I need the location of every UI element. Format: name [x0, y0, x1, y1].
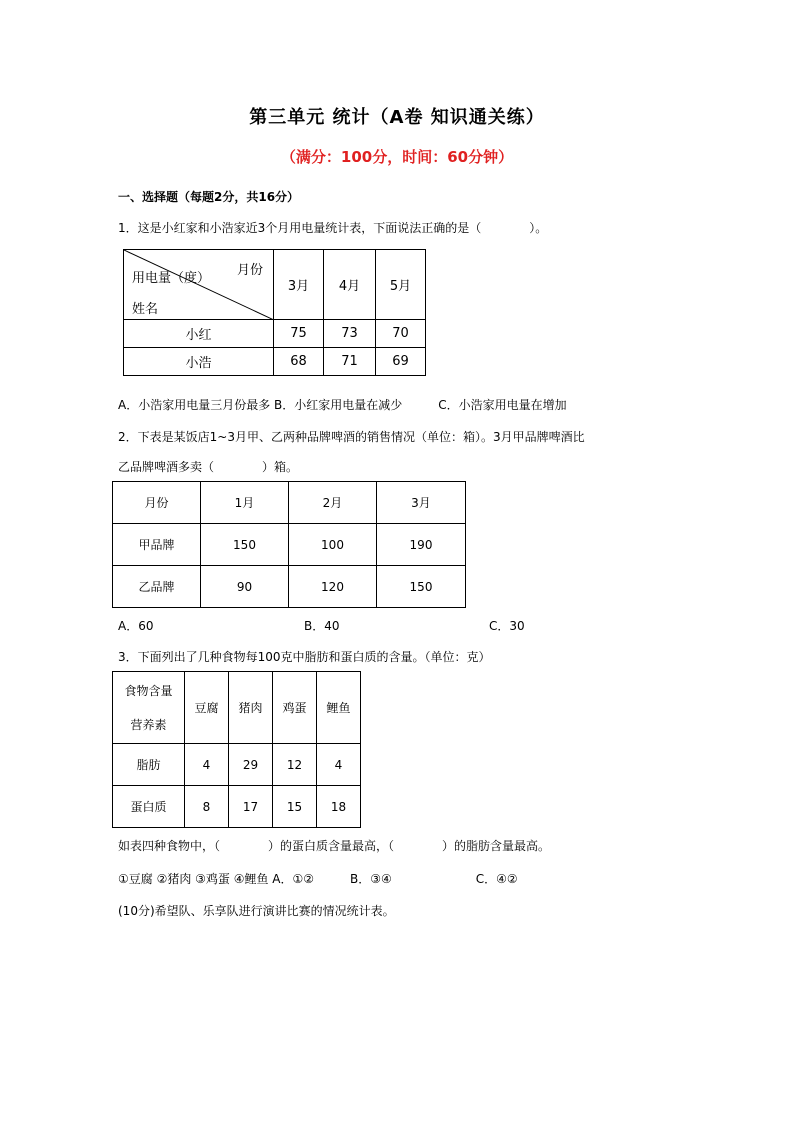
question-1-stem: 1．这是小红家和小浩家近3个月用电量统计表，下面说法正确的是（ ）。 — [118, 221, 548, 235]
table-corner-cell — [124, 250, 274, 320]
question-3-options: ①豆腐 ②猪肉 ③鸡蛋 ④鲤鱼 A．①② B．③④ C．④② — [118, 872, 518, 886]
food-header: 鸡蛋 — [273, 672, 317, 744]
cell-value: 29 — [229, 744, 273, 786]
question-1-options: A．小浩家用电量三月份最多 B．小红家用电量在减少 C．小浩家用电量在增加 — [118, 398, 567, 412]
month-header: 4月 — [324, 250, 376, 320]
corner-name-label: 姓名 — [132, 302, 159, 317]
cell-value: 71 — [324, 348, 376, 376]
table-row — [113, 482, 466, 524]
cell-value: 8 — [185, 786, 229, 828]
table-row — [124, 348, 426, 376]
corner-nutrient-label: 营养素 — [130, 717, 167, 732]
table-row — [113, 566, 466, 608]
cell-value: 90 — [201, 566, 289, 608]
corner-month-label: 月份 — [236, 263, 263, 278]
question-2-stem-line1: 2．下表是某饭店1~3月甲、乙两种品牌啤酒的销售情况（单位：箱）。3月甲品牌啤酒比 — [118, 430, 585, 444]
row-name: 小红 — [124, 320, 274, 348]
row-label: 甲品牌 — [113, 524, 201, 566]
option-a: A．60 — [118, 619, 154, 633]
table-row — [113, 672, 361, 744]
cell-value: 69 — [376, 348, 426, 376]
food-header: 豆腐 — [185, 672, 229, 744]
cell-value: 190 — [377, 524, 466, 566]
month-header: 3月 — [274, 250, 324, 320]
corner-food-label: 食物含量 — [124, 683, 173, 698]
cell-value: 17 — [229, 786, 273, 828]
cell-value: 73 — [324, 320, 376, 348]
row-label: 乙品牌 — [113, 566, 201, 608]
table-row — [124, 320, 426, 348]
row-label: 脂肪 — [113, 744, 185, 786]
corner-usage-label: 用电量（度） — [132, 271, 211, 286]
header-cell: 2月 — [289, 482, 377, 524]
row-name: 小浩 — [124, 348, 274, 376]
food-header: 鲤鱼 — [317, 672, 361, 744]
cell-value: 18 — [317, 786, 361, 828]
header-cell: 1月 — [201, 482, 289, 524]
cell-value: 70 — [376, 320, 426, 348]
question-3-stem: 3．下面列出了几种食物每100克中脂肪和蛋白质的含量。（单位：克） — [118, 650, 491, 664]
month-header: 5月 — [376, 250, 426, 320]
section-heading: 一、选择题（每题2分，共16分） — [118, 190, 300, 204]
cell-value: 75 — [274, 320, 324, 348]
page-subtitle: （满分：100分，时间：60分钟） — [280, 148, 514, 166]
cell-value: 120 — [289, 566, 377, 608]
row-label: 蛋白质 — [113, 786, 185, 828]
cell-value: 150 — [201, 524, 289, 566]
cell-value: 100 — [289, 524, 377, 566]
cell-value: 68 — [274, 348, 324, 376]
nutrition-table — [112, 671, 361, 828]
food-header: 猪肉 — [229, 672, 273, 744]
option-c: C．30 — [489, 619, 525, 633]
cell-value: 12 — [273, 744, 317, 786]
cell-value: 4 — [317, 744, 361, 786]
question-3-followup: 如表四种食物中，（ ）的蛋白质含量最高，（ ）的脂肪含量最高。 — [118, 839, 551, 853]
cell-value: 150 — [377, 566, 466, 608]
table-row — [113, 524, 466, 566]
cell-value: 15 — [273, 786, 317, 828]
table-row — [113, 786, 361, 828]
cell-value: 4 — [185, 744, 229, 786]
header-cell: 3月 — [377, 482, 466, 524]
table-corner-cell — [113, 672, 185, 744]
question-4-stem: (10分)希望队、乐享队进行演讲比赛的情况统计表。 — [118, 904, 395, 918]
header-cell: 月份 — [113, 482, 201, 524]
electricity-table — [123, 249, 426, 376]
beer-sales-table — [112, 481, 466, 608]
page-title: 第三单元 统计（A卷 知识通关练） — [249, 107, 545, 128]
question-2-stem-line2: 乙品牌啤酒多卖（ ）箱。 — [118, 460, 299, 474]
table-row — [113, 744, 361, 786]
option-b: B．40 — [304, 619, 340, 633]
